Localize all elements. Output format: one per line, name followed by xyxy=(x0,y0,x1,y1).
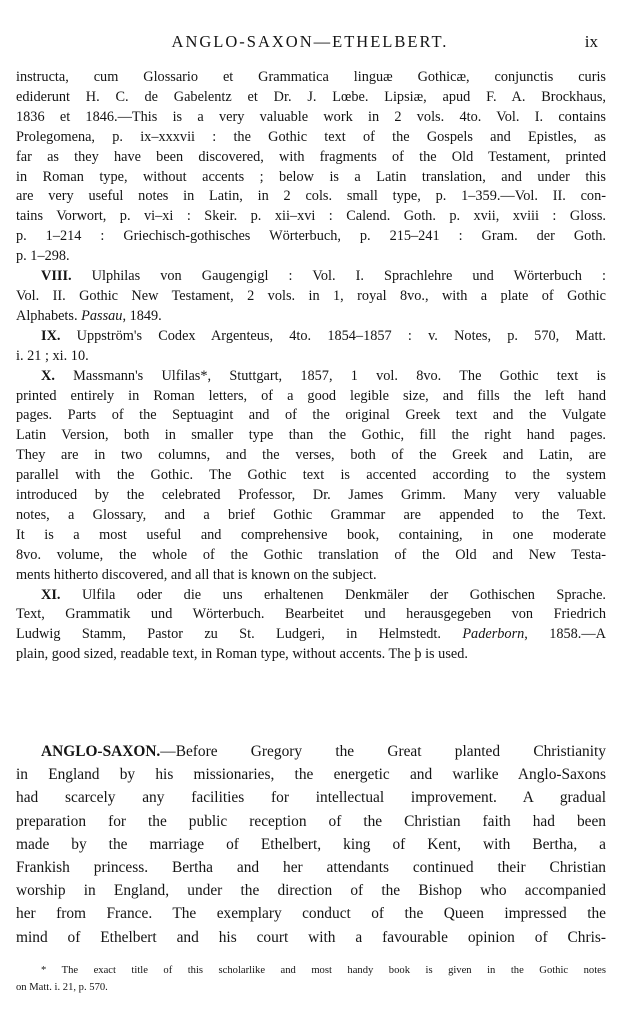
text-line: It is a most useful and comprehensive book, containing, in one moderate xyxy=(16,526,606,543)
entry-viii xyxy=(16,267,606,327)
text-span: , 1858.—A xyxy=(524,626,606,643)
text-line xyxy=(16,740,606,763)
text-line: worship in England, under the direction of the Bishop who accompanied xyxy=(16,882,606,900)
text-span: Uppström's Codex Argenteus, 4to. 1854–1857 : v. Notes, p. 570, Matt. xyxy=(60,327,606,344)
running-title: ANGLO-SAXON—ETHELBERT. xyxy=(171,32,449,51)
text-line xyxy=(16,267,606,287)
text-line: her from France. The exemplary conduct of the Queen impressed the xyxy=(16,905,606,923)
text-line: had scarcely any facilities for intellectual improvement. A gradual xyxy=(16,789,606,807)
section-heading: ANGLO-SAXON. xyxy=(41,743,161,760)
place-name: Passau xyxy=(81,307,123,324)
gothic-paragraph xyxy=(16,68,606,267)
text-line: plain, good sized, readable text, in Roman type, without accents. The þ is used. xyxy=(16,646,468,663)
text-line: in Roman type, without accents ; below is a Latin translation, and under this xyxy=(16,168,606,185)
text-line: p. 1–298. xyxy=(16,248,70,265)
anglo-saxon-section xyxy=(16,740,606,949)
text-line: introduced by the celebrated Professor, Dr. James Grimm. Many very valuable xyxy=(16,487,606,504)
text-line: preparation for the public reception of the Christian faith had been xyxy=(16,812,606,830)
text-span: Ulfila oder die uns erhaltenen Denkmäler der Gothischen Sprache. xyxy=(60,586,606,603)
running-header xyxy=(0,32,620,60)
text-line: far as they have been discovered, with fragments of the Old Testament, printed xyxy=(16,148,606,165)
text-line xyxy=(16,327,606,347)
footnote xyxy=(16,962,606,996)
text-line: Latin Version, both in smaller type than the Gothic, fill the right hand pages. xyxy=(16,427,606,444)
text-line xyxy=(16,307,606,327)
footnote-line: on Matt. i. 21, p. 570. xyxy=(16,982,108,993)
entry-number: IX. xyxy=(41,327,61,344)
text-span: —Before Gregory the Great planted Christianity xyxy=(160,743,606,760)
text-line: i. 21 ; xi. 10. xyxy=(16,347,89,364)
text-line: They are in two columns, and the verses, both of the Greek and Latin, are xyxy=(16,447,606,464)
text-line: mind of Ethelbert and his court with a favourable opinion of Chris- xyxy=(16,928,606,946)
place-name: Paderborn xyxy=(462,626,525,643)
text-span: , 1849. xyxy=(122,307,162,324)
text-line: notes, a Glossary, and a brief Gothic Grammar are appended to the Text. xyxy=(16,506,606,523)
text-span: Ludwig Stamm, Pastor zu St. Ludgeri, in Helmstedt. xyxy=(16,626,463,643)
text-line: pages. Parts of the Septuagint and of the original Greek text and the Vulgate xyxy=(16,407,606,424)
text-line: Vol. II. Gothic New Testament, 2 vols. in 1, royal 8vo., with a plate of Gothic xyxy=(16,287,606,304)
text-span: Ulphilas von Gaugengigl : Vol. I. Sprachlehre und Wörterbuch : xyxy=(71,268,606,285)
text-line: Prolegomena, p. ix–xxxvii : the Gothic text of the Gospels and Epistles, as xyxy=(16,128,606,145)
entry-xi xyxy=(16,586,606,666)
entry-ix xyxy=(16,327,606,367)
text-line: Frankish princess. Bertha and her attendants continued their Christian xyxy=(16,859,606,877)
entry-x xyxy=(16,367,606,586)
text-line: instructa, cum Glossario et Grammatica linguæ Gothicæ, conjunctis curis xyxy=(16,69,606,85)
bibliography-section xyxy=(16,68,606,665)
footnote-line: * The exact title of this scholarlike and most handy book is given in the Gothic notes xyxy=(41,965,606,976)
text-line: Text, Grammatik und Wörterbuch. Bearbeitet und herausgegeben von Friedrich xyxy=(16,606,606,623)
text-line: printed entirely in Roman letters, of a good legible size, and fills the left hand xyxy=(16,387,606,404)
text-line: in England by his missionaries, the energetic and warlike Anglo-Saxons xyxy=(16,766,606,784)
text-line: ediderunt H. C. de Gabelentz et Dr. J. Lœbe. Lipsiæ, apud F. A. Brockhaus, xyxy=(16,88,606,105)
text-line: 8vo. volume, the whole of the Gothic translation of the Old and New Testa- xyxy=(16,546,606,563)
page-number: ix xyxy=(584,32,598,51)
text-line xyxy=(16,367,606,387)
entry-number: XI. xyxy=(41,586,61,603)
text-line: tains Vorwort, p. vi–xi : Skeir. p. xii–xvi : Calend. Goth. p. xvii, xviii : Gloss. xyxy=(16,208,606,225)
text-line: made by the marriage of Ethelbert, king of Kent, with Bertha, a xyxy=(16,835,606,853)
entry-number: VIII. xyxy=(41,268,72,285)
text-line: parallel with the Gothic. The Gothic text is accented according to the system xyxy=(16,467,606,484)
entry-number: X. xyxy=(41,367,55,384)
text-span: Alphabets. xyxy=(16,307,82,324)
text-line: are very useful notes in Latin, in 2 cols. small type, p. 1–359.—Vol. II. con- xyxy=(16,188,606,205)
text-line: p. 1–214 : Griechisch-gothisches Wörterbuch, p. 215–241 : Gram. der Goth. xyxy=(16,228,606,245)
text-line xyxy=(16,586,606,606)
text-line xyxy=(16,625,606,645)
text-span: Massmann's Ulfilas*, Stuttgart, 1857, 1 vol. 8vo. The Gothic text is xyxy=(54,367,606,384)
text-line: 1836 et 1846.—This is a very valuable work in 2 vols. 4to. Vol. I. contains xyxy=(16,108,606,125)
text-line: ments hitherto discovered, and all that is known on the subject. xyxy=(16,566,377,583)
